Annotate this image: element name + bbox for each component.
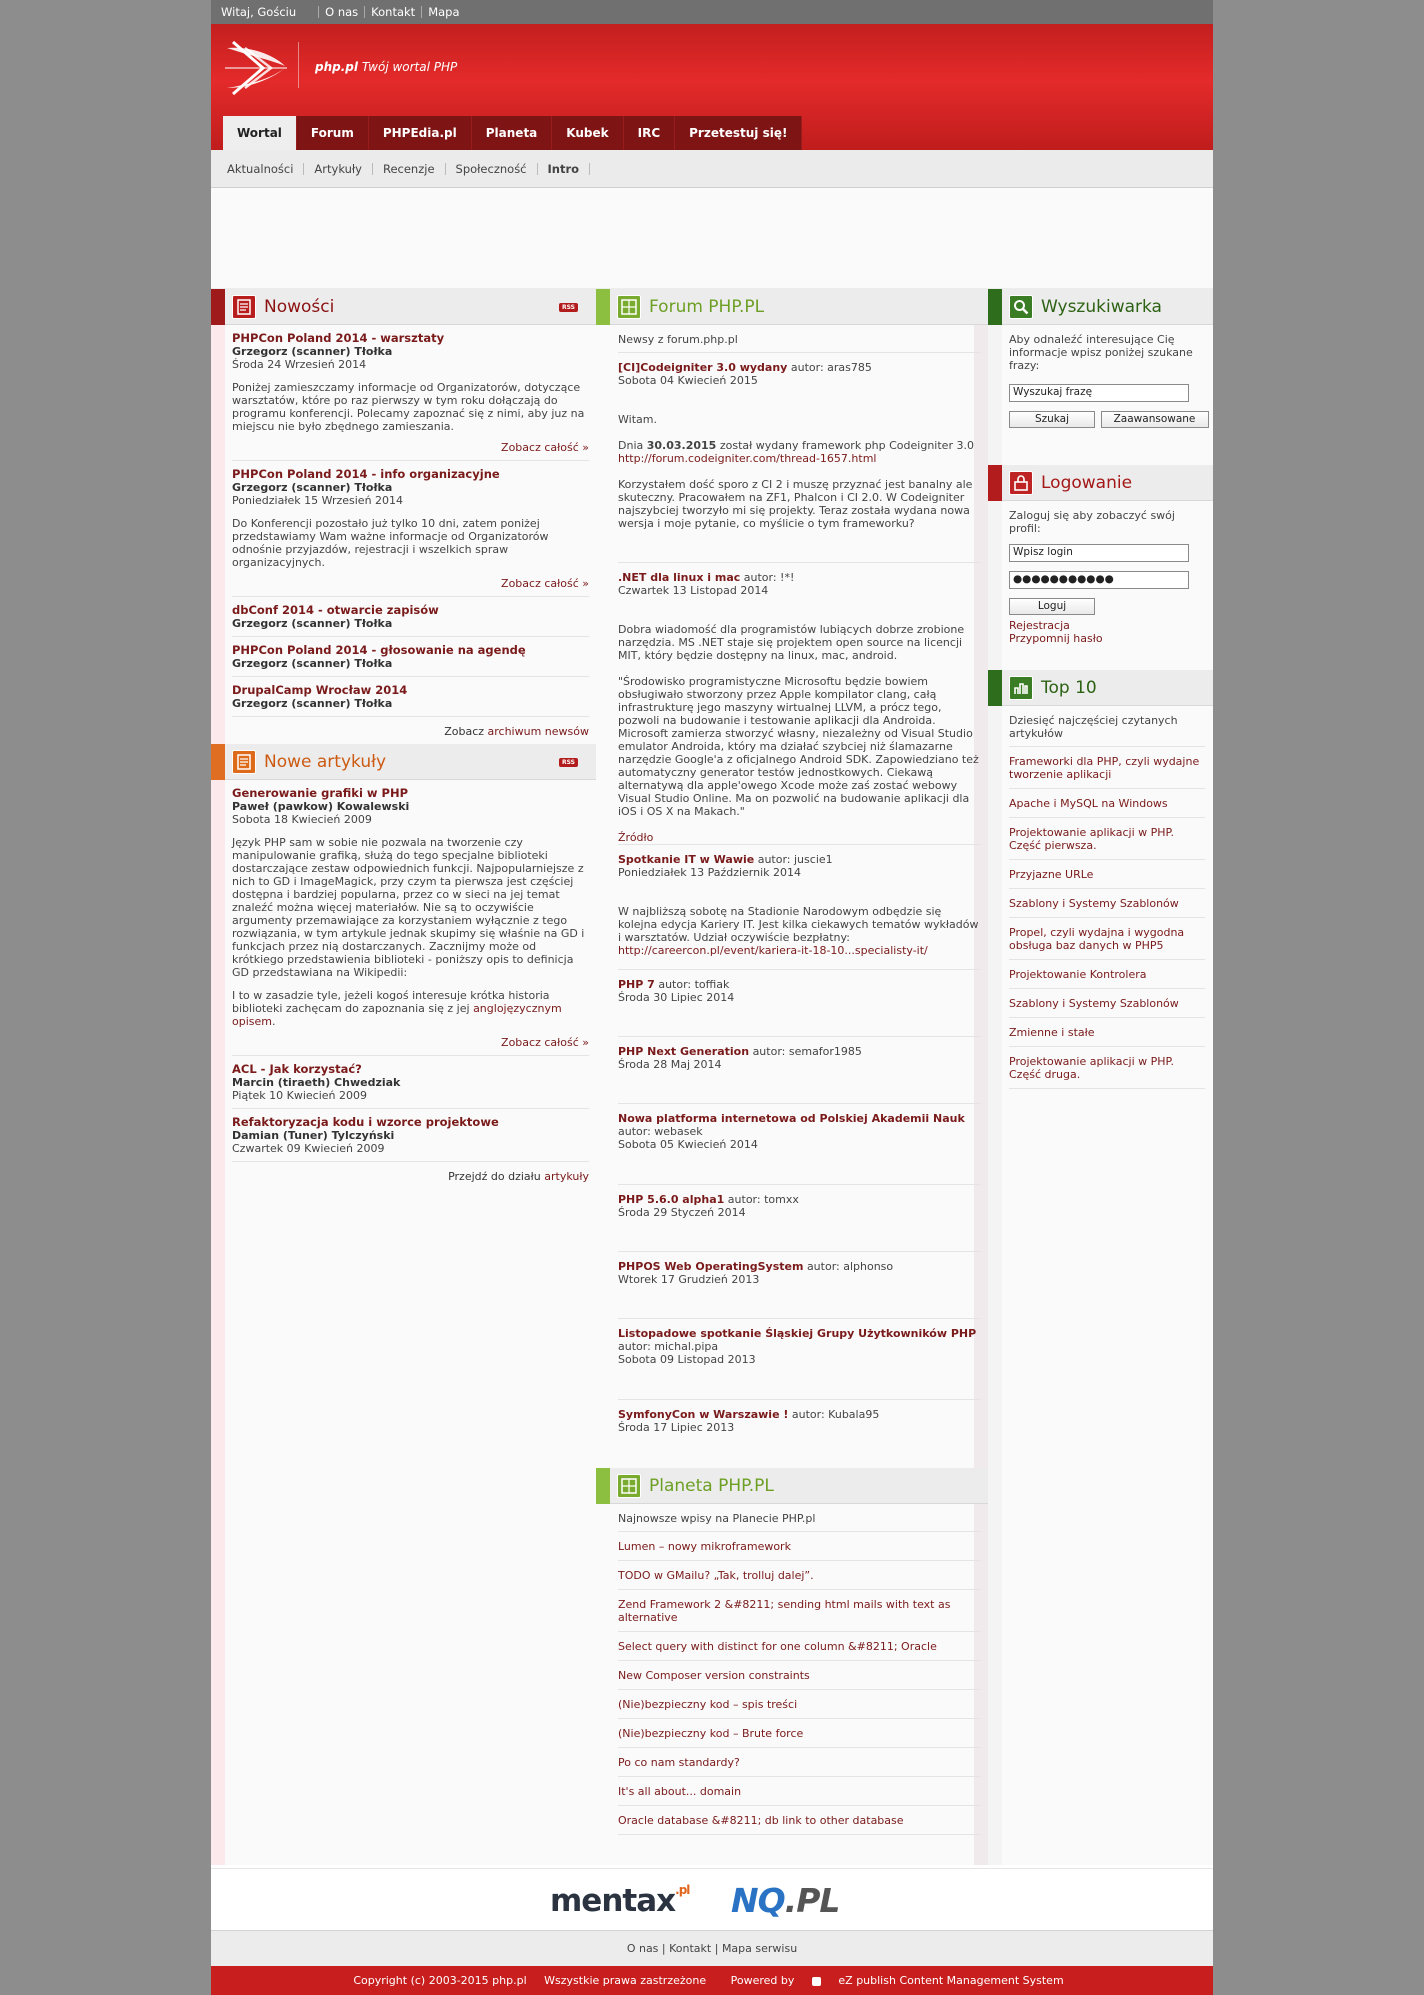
news-item-text: Do Konferencji pozostało już tylko 10 dni, zatem poniżej przedstawiamy Wam ważne informacje od Organizatorów odnośnie przyjazdów, rejestracji i wszelkich spraw organizacyjnych. [232,517,549,569]
articles-title: Nowe artykuły [264,751,387,772]
planet-title: Planeta PHP.PL [649,1475,774,1496]
top10-panel [988,670,1213,1089]
mentax-logo[interactable]: mentax$^{.pl}$ [550,1883,690,1919]
articles-document-icon [232,750,256,774]
forum-item-author: autor: toffiak [658,978,730,991]
top10-link[interactable]: Propel, czyli wydajna i wygodna obsługa baz danych w PHP5 [1009,918,1205,960]
top10-link[interactable]: Szablony i Systemy Szablonów [1009,989,1205,1018]
middle-column [596,289,988,1865]
forum-item [618,1104,981,1185]
top10-link[interactable]: Zmienne i stałe [1009,1018,1205,1047]
forum-item: Spotkanie IT w Wawie autor: juscie1 Poniedziałek 13 Październik 2014 W najbliższą sobotę na Stadionie Narodowym odbędzie się kolejna edycja Kariery IT. Jest kilka ciekawych tematów wykładów i warsztatów. Udział oczywiście bezpłatny: http://careercon.pl/event/kariera-it-18-10...specialisty-it/ [618,845,981,970]
articles-panel [211,744,596,1189]
forum-item-author: autor: juscie1 [757,853,833,866]
search-panel [988,289,1213,465]
login-input[interactable]: Wpisz login [1009,544,1189,562]
article-item-date: Czwartek 09 Kwiecień 2009 [232,1142,385,1155]
search-magnifier-icon [1009,295,1033,319]
news-item-title[interactable]: PHPCon Poland 2014 - info organizacyjne [232,467,500,481]
forum-item-date: Poniedziałek 13 Październik 2014 [618,866,802,879]
topbar-link-about[interactable]: O nas [325,5,359,19]
news-document-icon [232,295,256,319]
top10-link[interactable]: Szablony i Systemy Szablonów [1009,889,1205,918]
planet-link[interactable]: Lumen – nowy mikroframework [618,1532,981,1561]
articles-footer: Przejdź do działu artykuły [448,1170,589,1183]
forum-header [596,289,988,325]
forum-item-title[interactable]: Nowa platforma internetowa od Polskiej Akademii Nauk [618,1112,965,1125]
news-item-author: Grzegorz (scanner) Tłołka [232,345,393,358]
planet-link[interactable]: New Composer version constraints [618,1661,981,1690]
right-column [988,289,1213,1865]
forum-item-author: autor: tomxx [727,1193,799,1206]
news-item [232,637,589,677]
news-item [232,461,589,597]
powered-by: Powered by eZ publish Content Management System [730,1974,1064,1987]
news-item-date: Poniedziałek 15 Wrzesień 2014 [232,494,404,507]
forum-item-author: autor: Kubala95 [791,1408,880,1421]
forum-intro: Newsy z forum.php.pl [618,325,981,353]
footer-link-contact[interactable]: Kontakt [669,1942,712,1955]
top10-intro: Dziesięć najczęściej czytanych artykułów [1009,706,1205,747]
forum-item-author: autor: semafor1985 [752,1045,862,1058]
tab-forum[interactable]: Forum [297,116,369,150]
forum-item-author: autor: michal.pipa [618,1340,719,1353]
forum-title: Forum PHP.PL [649,296,765,317]
site-tagline: php.pl Twój wortal PHP [315,60,458,74]
footer-link-about[interactable]: O nas [626,1942,659,1955]
tab-przetestuj[interactable]: Przetestuj się! [675,116,802,150]
subnav-aktualnosci[interactable]: Aktualności [227,163,304,175]
forum-item [618,1319,981,1400]
news-item-title[interactable]: DrupalCamp Wrocław 2014 [232,683,408,697]
forum-panel [596,289,988,1468]
news-item-title[interactable]: PHPCon Poland 2014 - warsztaty [232,331,445,345]
news-item-title[interactable]: dbConf 2014 - otwarcie zapisów [232,603,439,617]
news-item-author: Grzegorz (scanner) Tłołka [232,617,393,630]
articles-rss-icon[interactable]: RSS [559,758,578,767]
news-archive-link[interactable]: archiwum newsów [487,725,589,738]
article-english-link[interactable]: anglojęzycznym opisem [232,1002,562,1028]
search-description: Aby odnaleźć interesujące Cię informacje wpisz poniżej szukane frazy: [1009,333,1193,372]
article-item-date: Piątek 10 Kwiecień 2009 [232,1089,367,1102]
top-bar [211,0,1213,24]
register-link[interactable]: Rejestracja [1009,619,1070,632]
planet-panel [596,1468,988,1835]
forum-item-title[interactable]: [CI]Codeigniter 3.0 wydany [618,361,788,374]
article-item-author: Paweł (pawkow) Kowalewski [232,800,410,813]
tab-kubek[interactable]: Kubek [552,116,623,150]
planet-link[interactable]: Po co nam standardy? [618,1748,981,1777]
news-item-date: Środa 24 Wrzesień 2014 [232,358,367,371]
ez-publish-link[interactable]: eZ publish Content Management System [838,1974,1064,1987]
planet-link[interactable]: Zend Framework 2 &#8211; sending html mails with text as alternative [618,1590,981,1632]
sponsor-logos [211,1868,1213,1930]
top10-chart-icon [1009,676,1033,700]
codeigniter-thread-link[interactable]: http://forum.codeigniter.com/thread-1657.html [618,452,877,465]
forum-item-title[interactable]: SymfonyCon w Warszawie ! [618,1408,789,1421]
news-item-more-link[interactable]: Zobacz całość » [501,577,589,590]
main-nav [223,116,802,150]
tab-irc[interactable]: IRC [624,116,676,150]
tab-planeta[interactable]: Planeta [472,116,553,150]
forum-item-date: Wtorek 17 Grudzień 2013 [618,1273,760,1286]
forum-item [618,1400,981,1468]
advanced-search-button[interactable]: Zaawansowane [1101,411,1209,428]
article-item [232,780,589,1056]
news-title: Nowości [264,296,335,317]
top10-link[interactable]: Projektowanie Kontrolera [1009,960,1205,989]
planet-link[interactable]: (Nie)bezpieczny kod – spis treści [618,1690,981,1719]
rights-text: Wszystkie prawa zastrzeżone [544,1974,707,1987]
login-lock-icon [1009,471,1033,495]
article-item-title[interactable]: Refaktoryzacja kodu i wzorce projektowe [232,1115,499,1129]
forum-item-date: Środa 28 Maj 2014 [618,1058,722,1071]
article-item [232,1109,589,1162]
forum-item: .NET dla linux i mac autor: !*! Czwartek 13 Listopad 2014 Dobra wiadomość dla programistów lubiących dobrze zrobione narzędzia. MS .NET staje się projektem open source na licencji MIT, który będzie dostępny na linux, mac, android. "Środowisko programistyczne Microsoftu będzie bowiem obsługiwało stworzony przez Apple kompilator clang, całą infrastrukturę jego maszyny wirtualnej LLVM, a prócz tego, pozwoli na budowanie i testowanie aplikacji dla Androida. Microsoft zamierza stworzyć własny, niezależny od Visual Studio emulator Androida, który ma działać szybciej niż ślamazarne narzędzie Google'a z oficjalnego Android SDK. Zapowiedziano też automatyczny generator testów jednostkowych. Ciekawą alternatywą dla apple'owego Xcode może zaś zostać webowy Visual Studio Online. Ma on pozwolić na budowanie aplikacji dla iOS i OS X na Makach." Źródło [618,563,981,845]
login-header [988,465,1213,501]
article-item-text-2: I to w zasadzie tyle, jeżeli kogoś interesuje krótka historia biblioteki zachęcam do zapoznania się z jej anglojęzycznym opisem. [232,989,562,1028]
planet-link[interactable]: TODO w GMailu? „Tak, trolluj dalej”. [618,1561,981,1590]
planet-link[interactable]: It's all about... domain [618,1777,981,1806]
password-input[interactable]: ●●●●●●●●●●● [1009,571,1189,589]
forum-source-link[interactable]: Źródło [618,831,654,844]
subnav-recenzje[interactable]: Recenzje [373,163,446,175]
forum-item-title[interactable]: PHP 5.6.0 alpha1 [618,1193,725,1206]
php-pl-logo-icon[interactable] [223,38,293,98]
search-title: Wyszukiwarka [1041,296,1162,317]
forum-item-date: Sobota 05 Kwiecień 2014 [618,1138,758,1151]
news-item [232,325,589,461]
forum-item-date: Sobota 09 Listopad 2013 [618,1353,756,1366]
article-item-author: Marcin (tiraeth) Chwedziak [232,1076,401,1089]
news-panel [211,289,596,744]
planet-link[interactable]: (Nie)bezpieczny kod – Brute force [618,1719,981,1748]
top10-link[interactable]: Apache i MySQL na Windows [1009,789,1205,818]
tab-wortal[interactable]: Wortal [223,116,297,150]
forum-item-title[interactable]: PHP 7 [618,978,655,991]
articles-section-link[interactable]: artykuły [544,1170,589,1183]
banner-area [211,188,1213,289]
forum-item-date: Sobota 04 Kwiecień 2015 [618,374,758,387]
footer-links: O nas | Kontakt | Mapa serwisu [211,1930,1213,1966]
article-item-title[interactable]: Generowanie grafiki w PHP [232,786,409,800]
forum-item-author: autor: !*! [743,571,795,584]
login-title: Logowanie [1041,472,1133,493]
search-header [988,289,1213,325]
top10-header [988,670,1213,706]
news-item-more-link[interactable]: Zobacz całość » [501,441,589,454]
forum-item-author: autor: webasek [618,1125,703,1138]
top10-link[interactable]: Projektowanie aplikacji w PHP. Część druga. [1009,1047,1205,1089]
news-rss-icon[interactable]: RSS [559,303,578,312]
news-item [232,677,589,717]
news-item-author: Grzegorz (scanner) Tłołka [232,481,393,494]
topbar-link-contact[interactable]: Kontakt [371,5,416,19]
forum-item-date: Środa 29 Styczeń 2014 [618,1206,746,1219]
forum-item-author: autor: aras785 [790,361,872,374]
sub-nav [211,150,1213,188]
subnav-artykuly[interactable]: Artykuły [304,163,373,175]
articles-header [211,744,596,780]
forum-item [618,1037,981,1104]
forum-item-author: autor: alphonso [806,1260,894,1273]
article-item-title[interactable]: ACL - Jak korzystać? [232,1062,362,1076]
forum-item: [CI]Codeigniter 3.0 wydany autor: aras785 Sobota 04 Kwiecień 2015 Witam. Dnia 30.03.2015 został wydany framework php Codeigniter 3.0 http://forum.codeigniter.com/thread-1657.html Korzystałem dość sporo z CI 2 i muszę przyznać jest banalny ale skuteczny. Pracowałem na ZF1, Phalcon i CI 2.0. W Codeigniter najszybciej tworzyło mi się projekty. Teraz została wydana nowa wersja i moje pytanie, co myślicie o tym frameworku? [618,353,981,563]
left-column [211,289,596,1865]
article-item-more-link[interactable]: Zobacz całość » [501,1036,589,1049]
topbar-link-map[interactable]: Mapa [428,5,460,19]
forum-item-date: Czwartek 13 Listopad 2014 [618,584,769,597]
forum-item-title[interactable]: PHP Next Generation [618,1045,750,1058]
forum-item-date: Środa 17 Lipiec 2013 [618,1421,735,1434]
top10-link[interactable]: Projektowanie aplikacji w PHP. Część pierwsza. [1009,818,1205,860]
copyright-bar [211,1966,1213,1995]
copyright-text: Copyright (c) 2003-2015 php.pl [353,1974,527,1987]
footer-link-sitemap[interactable]: Mapa serwisu [721,1942,798,1955]
forum-window-icon [617,295,641,319]
page [211,0,1213,1995]
planet-window-icon [617,1474,641,1498]
search-button[interactable]: Szukaj [1009,411,1095,428]
forum-item-title[interactable]: Listopadowe spotkanie Śląskiej Grupy Użytkowników PHP [618,1327,977,1340]
news-footer: Zobacz archiwum newsów [444,725,589,738]
article-item [232,1056,589,1109]
planet-header [596,1468,988,1504]
ez-logo-icon [812,1977,821,1986]
planet-intro: Najnowsze wpisy na Planecie PHP.pl [618,1504,981,1532]
news-item-text: Poniżej zamieszczamy informacje od Organizatorów, dotyczące warsztatów, które po raz pierwszy w tym roku dołączają do programu konferencji. Polecamy zapoznać się z nimi, aby juz na miejscu nie było zbędnego zamieszania. [232,381,585,433]
forum-item [618,1185,981,1252]
news-item [232,597,589,637]
remind-password-link[interactable]: Przypomnij hasło [1009,632,1103,645]
forum-item [618,1252,981,1319]
news-item-author: Grzegorz (scanner) Tłołka [232,657,393,670]
search-input[interactable]: Wyszukaj frazę [1009,384,1189,402]
news-header [211,289,596,325]
top10-link[interactable]: Przyjazne URLe [1009,860,1205,889]
forum-item-title[interactable]: .NET dla linux i mac [618,571,741,584]
forum-item [618,970,981,1037]
login-panel [988,465,1213,670]
subnav-spolecznosc[interactable]: Społeczność [446,163,538,175]
top10-title: Top 10 [1041,677,1097,698]
top10-link[interactable]: Frameworki dla PHP, czyli wydajne tworzenie aplikacji [1009,747,1205,789]
article-item-text: Język PHP sam w sobie nie pozwala na tworzenie czy manipulowanie grafiką, służą do tego specjalne biblioteki dostarczające zestaw odpowiednich funkcji. Najpopularniejsze z nich to GD i ImageMagick, przy czym ta pierwsza jest częściej dostępna i bardziej popularna, przez co w sieci na jej temat znaleźć można więcej materiałów. Nie są to oczywiście argumenty przemawiające za korzystaniem wyłącznie z tego rozwiązania, w tym artykule jednak skupimy się właśnie na GD i funkcjach przez nią dostarczanych. Zacznijmy może od krótkiego przedstawienia biblioteki - poniższy opis to definicja GD przedstawiana na Wikipedii: [232,836,585,979]
forum-item-date: Środa 30 Lipiec 2014 [618,991,735,1004]
greeting: Witaj, Gościu [221,5,297,19]
planet-link[interactable]: Oracle database &#8211; db link to other database [618,1806,981,1835]
nq-logo[interactable]: NQ.PL [731,1881,840,1920]
forum-item-title[interactable]: Spotkanie IT w Wawie [618,853,755,866]
article-item-author: Damian (Tuner) Tylczyński [232,1129,395,1142]
login-button[interactable]: Loguj [1009,598,1095,615]
forum-item-title[interactable]: PHPOS Web OperatingSystem [618,1260,804,1273]
news-item-title[interactable]: PHPCon Poland 2014 - głosowanie na agendę [232,643,526,657]
subnav-intro[interactable]: Intro [538,163,591,175]
tab-phpedia[interactable]: PHPEdia.pl [369,116,472,150]
login-description: Zaloguj się aby zobaczyć swój profil: [1009,509,1175,535]
article-item-date: Sobota 18 Kwiecień 2009 [232,813,372,826]
planet-link[interactable]: Select query with distinct for one column &#8211; Oracle [618,1632,981,1661]
news-item-author: Grzegorz (scanner) Tłołka [232,697,393,710]
site-header [211,24,1213,150]
careercon-link[interactable]: http://careercon.pl/event/kariera-it-18-10...specialisty-it/ [618,944,928,957]
